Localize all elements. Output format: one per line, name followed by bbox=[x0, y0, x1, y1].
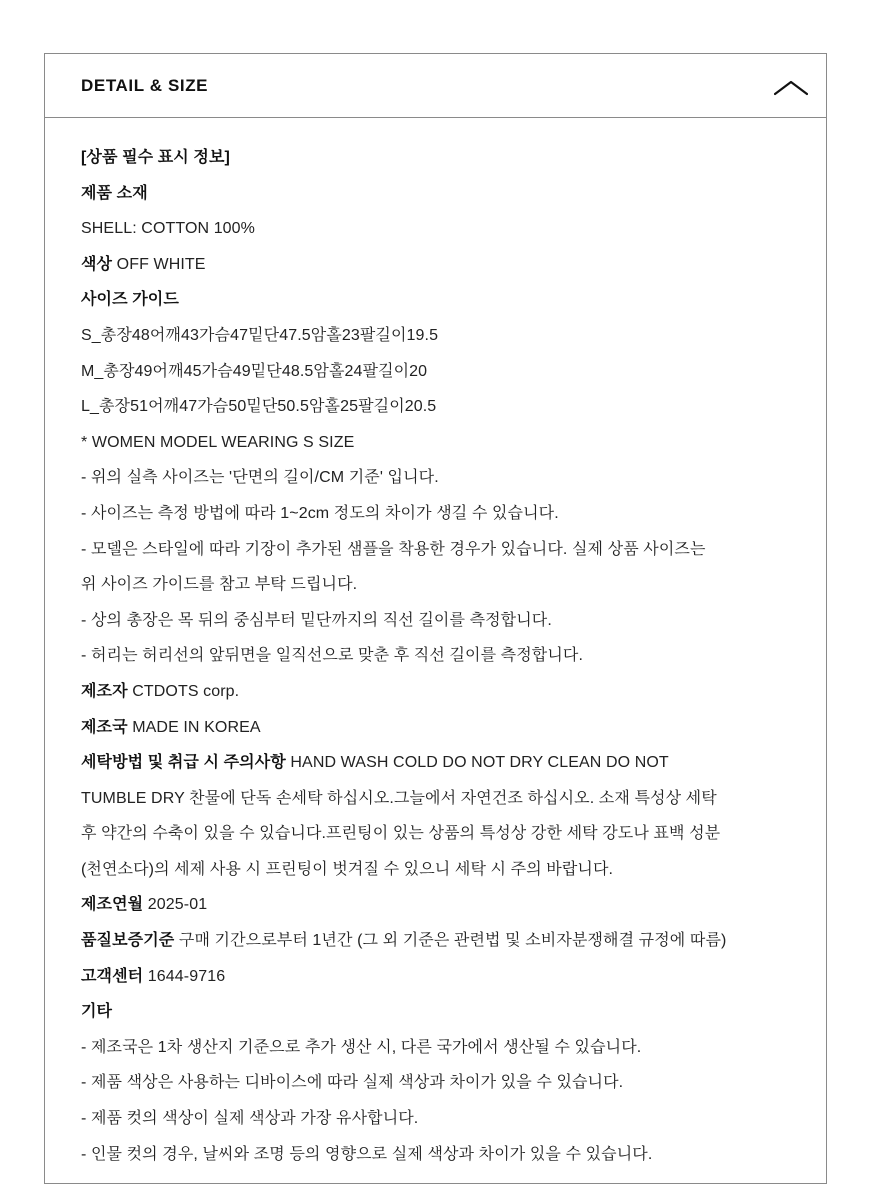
care-row bbox=[81, 745, 801, 781]
etc-label: 기타 bbox=[81, 1003, 113, 1021]
size-guide-label: 사이즈 가이드 bbox=[81, 291, 179, 309]
warranty-label: 품질보증기준 bbox=[81, 932, 175, 950]
etc-note: - 제품 색상은 사용하는 디바이스에 따라 실제 색상과 차이가 있을 수 있습니다. bbox=[81, 1074, 624, 1092]
size-note: - 사이즈는 측정 방법에 따라 1~2cm 정도의 차이가 생길 수 있습니다. bbox=[81, 504, 559, 522]
customer-center-label: 고객센터 bbox=[81, 967, 144, 985]
etc-note: - 제품 컷의 색상이 실제 색상과 가장 유사합니다. bbox=[81, 1110, 419, 1128]
material-label: 제품 소재 bbox=[81, 184, 148, 202]
size-note: 위 사이즈 가이드를 참고 부탁 드립니다. bbox=[81, 576, 358, 594]
etc-note: - 제조국은 1차 생산지 기준으로 추가 생산 시, 다른 국가에서 생산될 수 있습니다. bbox=[81, 1038, 642, 1056]
origin-label: 제조국 bbox=[81, 718, 128, 736]
detail-content bbox=[81, 140, 801, 1172]
panel-title: DETAIL & SIZE bbox=[81, 76, 209, 95]
etc-note: - 인물 컷의 경우, 날씨와 조명 등의 영향으로 실제 색상과 차이가 있을 수 있습니다. bbox=[81, 1145, 653, 1163]
care-text: 후 약간의 수축이 있을 수 있습니다.프린팅이 있는 상품의 특성상 강한 세탁 강도나 표백 성분 bbox=[81, 825, 721, 843]
color-label: 색상 bbox=[81, 255, 113, 273]
size-row-m: M_총장49어깨45가슴49밑단48.5암홀24팔길이20 bbox=[81, 362, 428, 380]
origin-value: MADE IN KOREA bbox=[132, 718, 261, 736]
date-row bbox=[81, 887, 801, 923]
date-label: 제조연월 bbox=[81, 896, 144, 914]
size-note: - 모델은 스타일에 따라 기장이 추가된 샘플을 착용한 경우가 있습니다. 실제 상품 사이즈는 bbox=[81, 540, 706, 558]
manufacturer-value: CTDOTS corp. bbox=[132, 682, 240, 700]
warranty-row bbox=[81, 923, 801, 959]
manufacturer-label: 제조자 bbox=[81, 682, 128, 700]
origin-row bbox=[81, 710, 801, 746]
customer-center-row bbox=[81, 959, 801, 995]
care-text: TUMBLE DRY 찬물에 단독 손세탁 하십시오.그늘에서 자연건조 하십시오. 소재 특성상 세탁 bbox=[81, 789, 717, 807]
model-note: * WOMEN MODEL WEARING S SIZE bbox=[81, 433, 355, 451]
color-value: OFF WHITE bbox=[116, 255, 206, 273]
size-row-l: L_총장51어깨47가슴50밑단50.5암홀25팔길이20.5 bbox=[81, 398, 437, 416]
material-value: SHELL: COTTON 100% bbox=[81, 220, 256, 238]
size-note: - 위의 실측 사이즈는 '단면의 길이/CM 기준' 입니다. bbox=[81, 469, 439, 487]
size-row-s: S_총장48어깨43가슴47밑단47.5암홀23팔길이19.5 bbox=[81, 326, 439, 344]
care-text: HAND WASH COLD DO NOT DRY CLEAN DO NOT bbox=[290, 754, 669, 772]
accordion-header[interactable] bbox=[45, 54, 826, 118]
manufacturer-row bbox=[81, 674, 801, 710]
customer-center-phone: 1644-9716 bbox=[147, 967, 226, 985]
color-row bbox=[81, 247, 801, 283]
info-section-heading: [상품 필수 표시 정보] bbox=[81, 149, 230, 166]
care-label: 세탁방법 및 취급 시 주의사항 bbox=[81, 754, 286, 772]
care-text: (천연소다)의 세제 사용 시 프린팅이 벗겨질 수 있으니 세탁 시 주의 바랍니다. bbox=[81, 860, 614, 878]
detail-size-panel bbox=[44, 53, 827, 1184]
size-note: - 상의 총장은 목 뒤의 중심부터 밑단까지의 직선 길이를 측정합니다. bbox=[81, 611, 552, 629]
warranty-value: 구매 기간으로부터 1년간 (그 외 기준은 관련법 및 소비자분쟁해결 규정에 따름) bbox=[178, 932, 727, 950]
date-value: 2025-01 bbox=[147, 896, 208, 914]
size-note: - 허리는 허리선의 앞뒤면을 일직선으로 맞춘 후 직선 길이를 측정합니다. bbox=[81, 647, 584, 665]
chevron-up-icon[interactable] bbox=[774, 78, 808, 96]
